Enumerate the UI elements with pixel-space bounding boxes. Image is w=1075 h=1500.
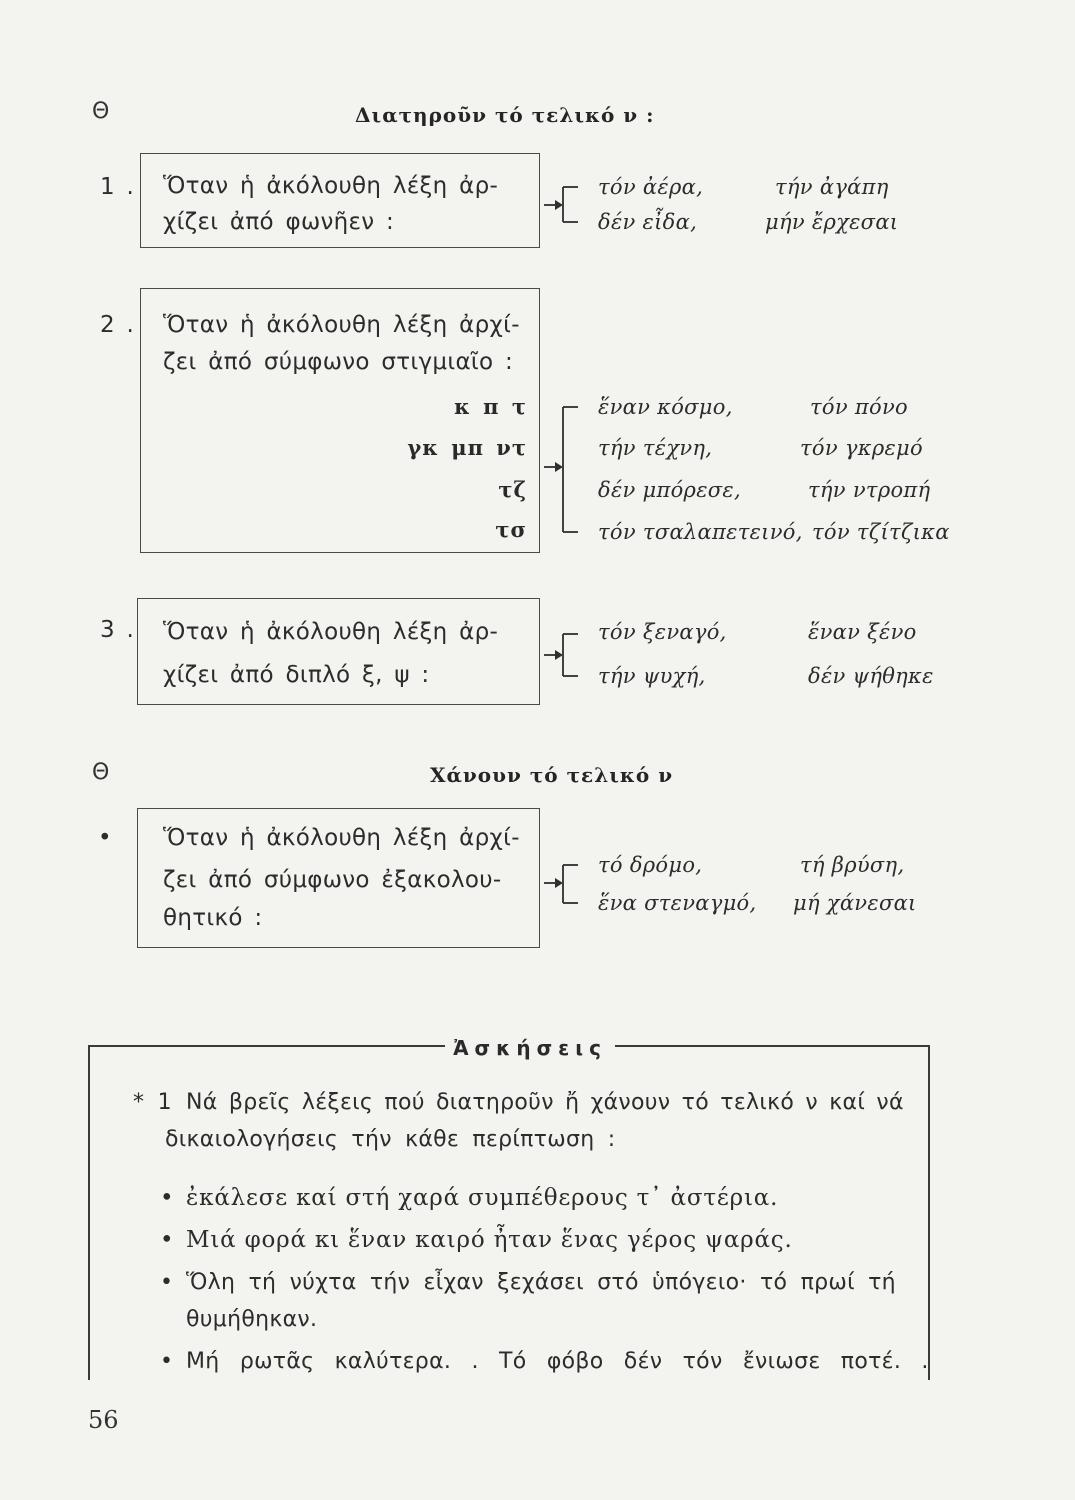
section-title-drop: Χάνουν τό τελικό ν (430, 763, 674, 787)
sentence-bullet: • (160, 1270, 174, 1295)
rule-bullet: • (98, 825, 112, 851)
example-right: τόν γκρεμό (800, 436, 923, 460)
rule-number: 3 . (100, 617, 135, 643)
example-left: τήν ψυχή, (598, 664, 706, 688)
bracket-arrow-icon (540, 400, 585, 540)
example-left: δέν μπόρεσε, (598, 478, 741, 502)
example-right: τόν πόνο (810, 395, 908, 419)
exercise-frame-top-left (88, 1045, 445, 1047)
example-right: δέν ψήθηκε (808, 664, 934, 688)
section-marker-icon: Θ (92, 99, 110, 124)
consonant-group: τζ (498, 477, 527, 502)
page-number: 56 (88, 1406, 119, 1434)
example-left: ἕνα στεναγμό, (598, 891, 757, 915)
rule-text-line: ζει ἀπό σύμφωνο ἐξακολου- (163, 867, 502, 893)
section-title-retain: Διατηροῦν τό τελικό ν : (355, 103, 655, 127)
exercise-number: * 1 (133, 1090, 172, 1115)
example-right: τήν ἀγάπη (775, 175, 889, 199)
example-left: δέν εἶδα, (598, 210, 698, 234)
exercise-frame-top-right (615, 1045, 930, 1047)
rule-text-line: Ὅταν ἡ ἀκόλουθη λέξη ἀρ- (163, 173, 499, 199)
rule-text-line: θητικό : (163, 905, 263, 931)
example-right: τή βρύση, (800, 853, 905, 877)
section-marker-icon: Θ (92, 760, 110, 785)
exercises-title: Ἀσκήσεις (453, 1036, 607, 1060)
exercise-sentence: Μή ρωτᾶς καλύτερα. . Τό φόβο δέν τόν ἔνιωσε ποτέ. . (186, 1349, 929, 1374)
rule-number: 1 . (100, 174, 135, 200)
rule-text-line: χίζει ἀπό διπλό ξ, ψ : (163, 662, 430, 688)
exercise-sentence: ἐκάλεσε καί στή χαρά συμπέθερους τ᾿ ἀστέρια. (186, 1185, 779, 1211)
sentence-bullet: • (160, 1227, 175, 1253)
sentence-bullet: • (160, 1185, 175, 1211)
exercise-sentence: Ὅλη τή νύχτα τήν εἶχαν ξεχάσει στό ὑπόγειο· τό πρωί τή (186, 1270, 896, 1295)
example-left: τό δρόμο, (598, 853, 703, 877)
example-right: τόν τζίτζικα (812, 520, 950, 544)
consonant-group: τσ (495, 517, 527, 542)
example-left: ἕναν κόσμο, (598, 395, 733, 419)
sentence-bullet: • (160, 1349, 174, 1374)
exercise-frame-left (88, 1045, 90, 1380)
rule-number: 2 . (100, 312, 135, 338)
bracket-arrow-icon (540, 858, 585, 910)
rule-text-line: Ὅταν ἡ ἀκόλουθη λέξη ἀρχί- (163, 312, 520, 338)
rule-text-line: Ὅταν ἡ ἀκόλουθη λέξη ἀρ- (163, 619, 499, 645)
exercise-instruction: δικαιολογήσεις τήν κάθε περίπτωση : (165, 1127, 616, 1152)
example-right: ἕναν ξένο (808, 620, 917, 644)
bracket-arrow-icon (540, 625, 585, 685)
example-left: τόν τσαλαπετεινό, (598, 520, 803, 544)
bracket-arrow-icon (540, 180, 585, 230)
example-left: τόν ξεναγό, (598, 620, 727, 644)
exercise-instruction: Νά βρεῖς λέξεις πού διατηροῦν ἤ χάνουν τό τελικό ν καί νά (186, 1090, 904, 1115)
example-right: τήν ντροπή (808, 478, 931, 502)
example-left: τήν τέχνη, (598, 436, 713, 460)
rule-text-line: ζει ἀπό σύμφωνο στιγμιαῖο : (163, 349, 514, 375)
exercise-sentence: θυμήθηκαν. (186, 1307, 318, 1332)
example-left: τόν ἀέρα, (598, 175, 704, 199)
rule-text-line: Ὅταν ἡ ἀκόλουθη λέξη ἀρχί- (163, 825, 520, 851)
exercise-frame-right (928, 1045, 930, 1380)
rule-text-line: χίζει ἀπό φωνῆεν : (163, 209, 395, 235)
exercise-sentence: Μιά φορά κι ἕναν καιρό ἦταν ἕνας γέρος ψαράς. (186, 1227, 793, 1253)
consonant-group: κ π τ (454, 394, 527, 419)
example-right: μήν ἔρχεσαι (765, 210, 899, 234)
consonant-group: γκ μπ ντ (407, 435, 527, 460)
example-right: μή χάνεσαι (793, 891, 917, 915)
